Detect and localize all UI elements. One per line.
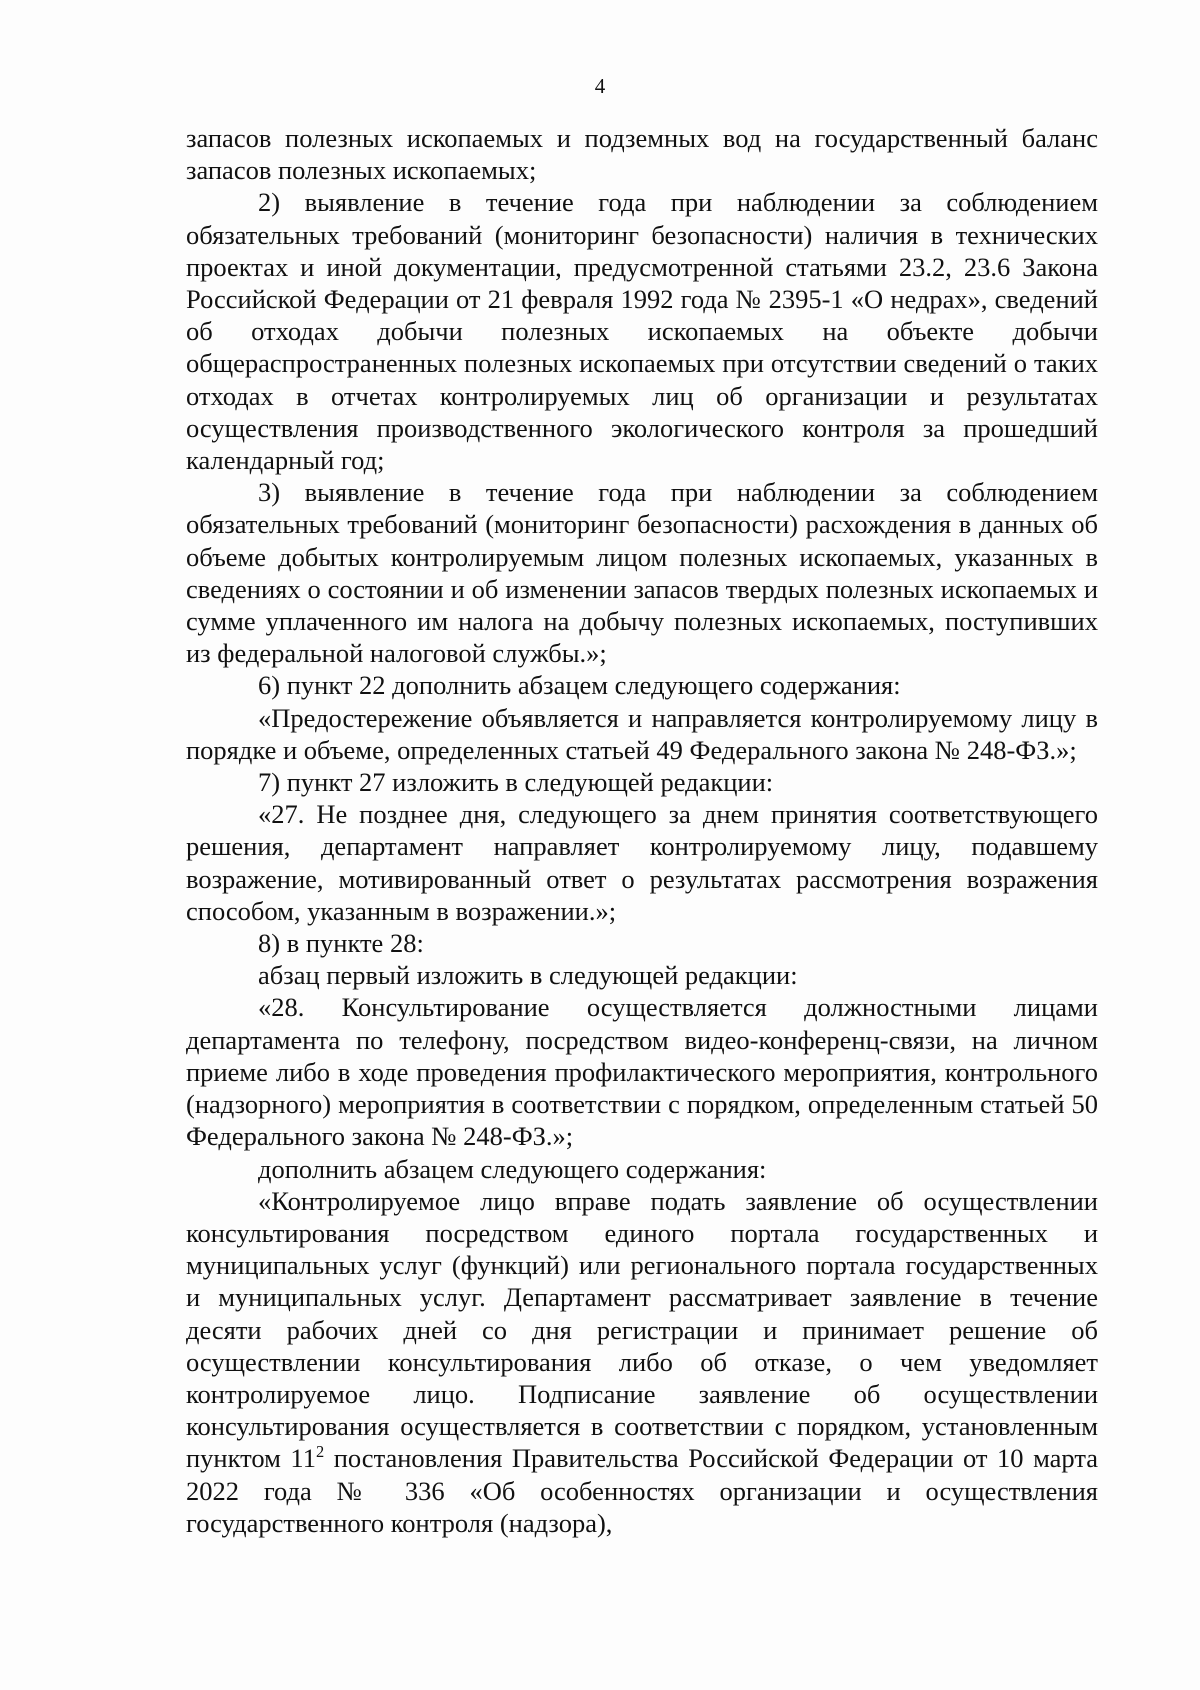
paragraph-item-3: 3) выявление в течение года при наблюдении за соблюдением обязательных требований (мониторинг безопасности) расхождения в данных об объеме добытых контролируемым лицом полезных ископаемых, указанных в сведениях о состоянии и об изменении запасов твердых полезных ископаемых и сумме уплаченного им налога на добычу полезных ископаемых, поступивших из федеральной налоговой службы.»; bbox=[186, 477, 1098, 669]
paragraph-clause-28: «28. Консультирование осуществляется должностными лицами департамента по телефону, посредством видео-конференц-связи, на личном приеме либо в ходе проведения профилактического мероприятия, контрольного (надзорного) мероприятия в соответствии с порядком, определенным статьей 50 Федерального закона № 248-ФЗ.»; bbox=[186, 992, 1098, 1152]
document-body bbox=[186, 122, 1098, 1539]
paragraph-add-abzac: дополнить абзацем следующего содержания: bbox=[258, 1153, 767, 1184]
paragraph-warning-quote: «Предостережение объявляется и направляется контролируемому лицу в порядке и объеме, определенных статьей 49 Федерального закона № 248-ФЗ.»; bbox=[186, 702, 1098, 765]
paragraph-continuation: запасов полезных ископаемых и подземных вод на государственный баланс запасов полезных ископаемых; bbox=[186, 123, 1098, 186]
paragraph-first-abzac: абзац первый изложить в следующей редакции: bbox=[258, 960, 798, 991]
paragraph-item-7: 7) пункт 27 изложить в следующей редакции: bbox=[258, 767, 774, 798]
paragraph-consultation-request bbox=[186, 1185, 1098, 1539]
consultation-text-start: «Контролируемое лицо вправе подать заявление об осуществлении консультирования посредством единого портала государственных и муниципальных услуг (функций) или регионального портала государственных и муниципальных услуг. Департамент рассматривает заявление в течение десяти рабочих дней со дня регистрации и принимает решение об осуществлении консультирования либо об отказе, о чем уведомляет контролируемое лицо. Подписание заявление об осуществлении консультирования осуществляется в соответствии с порядком, установленным пунктом 11 bbox=[186, 1185, 1098, 1474]
paragraph-item-8: 8) в пункте 28: bbox=[258, 928, 424, 959]
consultation-text-end: постановления Правительства Российской Федерации от 10 марта 2022 года № 336 «Об особенностях организации и осуществления государственного контроля (надзора), bbox=[186, 1443, 1098, 1538]
paragraph-item-6: 6) пункт 22 дополнить абзацем следующего содержания: bbox=[258, 670, 901, 701]
page-number: 4 bbox=[594, 74, 606, 98]
superscript-2: 2 bbox=[315, 1442, 325, 1462]
paragraph-clause-27: «27. Не позднее дня, следующего за днем принятия соответствующего решения, департамент направляет контролируемому лицу, подавшему возражение, мотивированный ответ о результатах рассмотрения возражения способом, указанным в возражении.»; bbox=[186, 799, 1098, 926]
paragraph-item-2: 2) выявление в течение года при наблюдении за соблюдением обязательных требований (мониторинг безопасности) наличия в технических проектах и иной документации, предусмотренной статьями 23.2, 23.6 Закона Российской Федерации от 21 февраля 1992 года № 2395-1 «О недрах», сведений об отходах добычи полезных ископаемых на объекте добычи общераспространенных полезных ископаемых при отсутствии сведений о таких отходах в отчетах контролируемых лиц об организации и результатах осуществления производственного экологического контроля за прошедший календарный год; bbox=[186, 187, 1098, 476]
